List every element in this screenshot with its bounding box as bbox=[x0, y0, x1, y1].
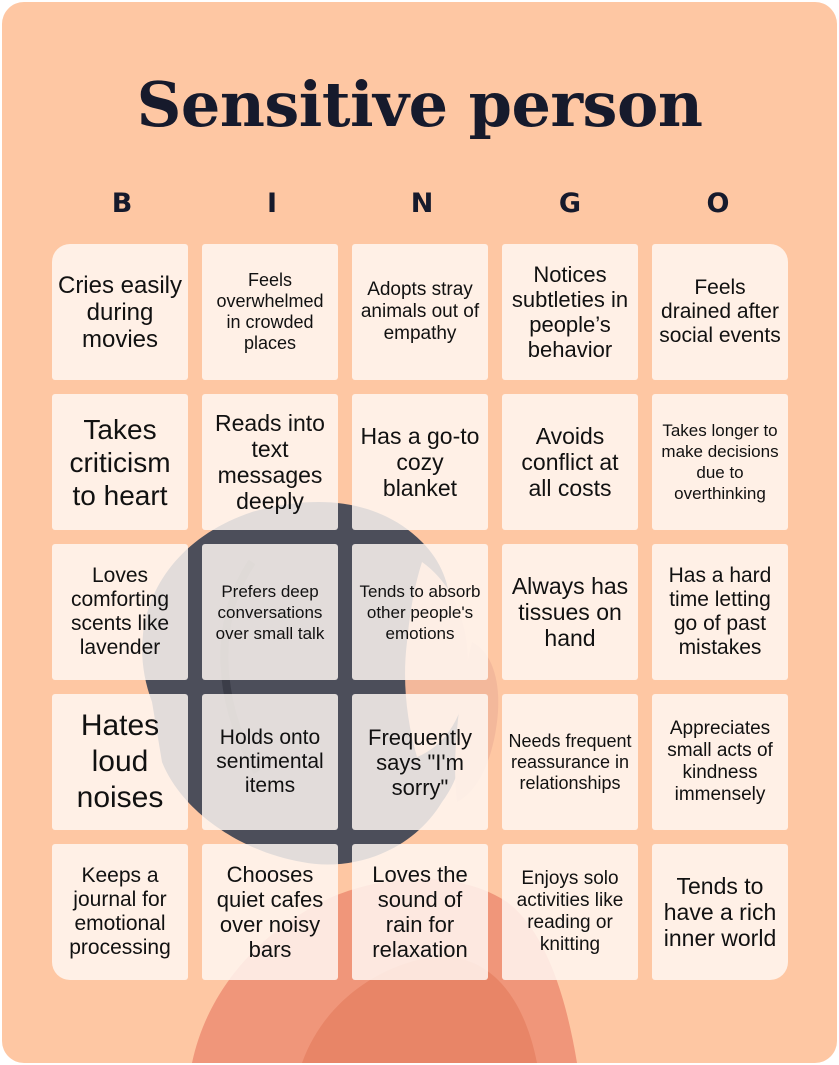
bingo-cell-n5[interactable]: Loves the sound of rain for relaxation bbox=[352, 844, 488, 980]
bingo-cell-i2[interactable]: Reads into text messages deeply bbox=[202, 394, 338, 530]
bingo-cell-g1[interactable]: Notices subtleties in people’s behavior bbox=[502, 244, 638, 380]
bingo-cell-o5[interactable]: Tends to have a rich inner world bbox=[652, 844, 788, 980]
bingo-cell-n1[interactable]: Adopts stray animals out of empathy bbox=[352, 244, 488, 380]
bingo-cell-g3[interactable]: Always has tissues on hand bbox=[502, 544, 638, 680]
bingo-card bbox=[2, 2, 837, 1063]
bingo-cell-o3[interactable]: Has a hard time letting go of past mistakes bbox=[652, 544, 788, 680]
bingo-cell-i3[interactable]: Prefers deep conversations over small talk bbox=[202, 544, 338, 680]
bingo-cell-b4[interactable]: Hates loud noises bbox=[52, 694, 188, 830]
bingo-cell-b1[interactable]: Cries easily during movies bbox=[52, 244, 188, 380]
letter-o: O bbox=[706, 188, 730, 219]
bingo-cell-o1[interactable]: Feels drained after social events bbox=[652, 244, 788, 380]
letter-g: G bbox=[558, 188, 582, 219]
letter-i: I bbox=[266, 188, 278, 219]
bingo-cell-g2[interactable]: Avoids conflict at all costs bbox=[502, 394, 638, 530]
bingo-cell-n4[interactable]: Frequently says "I'm sorry" bbox=[352, 694, 488, 830]
bingo-cell-i4[interactable]: Holds onto sentimental items bbox=[202, 694, 338, 830]
letter-b: B bbox=[111, 188, 133, 219]
bingo-cell-g5[interactable]: Enjoys solo activities like reading or knitting bbox=[502, 844, 638, 980]
bingo-cell-n3[interactable]: Tends to absorb other people's emotions bbox=[352, 544, 488, 680]
bingo-cell-b3[interactable]: Loves comforting scents like lavender bbox=[52, 544, 188, 680]
bingo-cell-o2[interactable]: Takes longer to make decisions due to overthinking bbox=[652, 394, 788, 530]
page-title: Sensitive person bbox=[136, 68, 703, 141]
bingo-cell-i5[interactable]: Chooses quiet cafes over noisy bars bbox=[202, 844, 338, 980]
bingo-cell-n2[interactable]: Has a go-to cozy blanket bbox=[352, 394, 488, 530]
bingo-cell-g4[interactable]: Needs frequent reassurance in relationships bbox=[502, 694, 638, 830]
bingo-cell-o4[interactable]: Appreciates small acts of kindness immensely bbox=[652, 694, 788, 830]
bingo-grid bbox=[52, 244, 791, 981]
bingo-cell-i1[interactable]: Feels overwhelmed in crowded places bbox=[202, 244, 338, 380]
bingo-cell-b2[interactable]: Takes criticism to heart bbox=[52, 394, 188, 530]
letter-n: N bbox=[410, 188, 434, 219]
bingo-cell-b5[interactable]: Keeps a journal for emotional processing bbox=[52, 844, 188, 980]
bingo-letters bbox=[2, 188, 837, 224]
